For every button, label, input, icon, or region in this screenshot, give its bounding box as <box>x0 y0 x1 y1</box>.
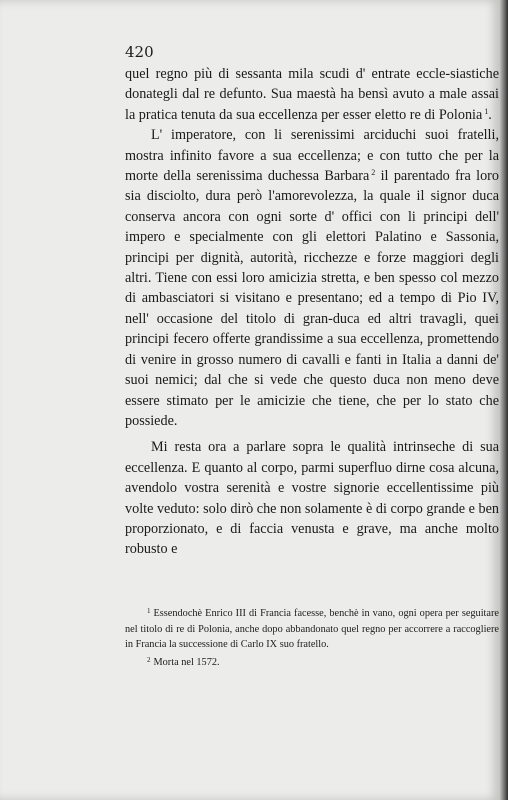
paragraph-2-text-a: L' imperatore, con li serenissimi arciduchi suoi fratelli, mostra infinito favore a sua eccellenza; e con tutto che per la morte della serenissima duchessa Barbara <box>125 127 499 185</box>
footnote-2 <box>125 653 499 671</box>
footnote-1-number: 1 <box>147 607 151 615</box>
footnote-1-text: Essendochè Enrico III di Francia facesse, benchè in vano, ogni opera per seguitare nel titolo di re di Polonia, anche dopo abbandonato quel regno per accorrere a raccogliere in Francia la successione di Carlo IX suo fratello. <box>125 608 499 650</box>
paragraph-2 <box>125 125 499 431</box>
paragraph-2-text-b: il parentado fra loro sia disciolto, dura però l'amorevolezza, la quale il signor duca conserva ancora con ogni sorte d' offici con li principi dell' impero e specialmente con gli elettori Palatino e Sassonia, principi per dignità, autorità, ricchezze e forze maggiori degli altri. Tiene con essi loro amicizia stretta, e ben spesso col mezzo di ambasciatori si visitano e presentano; ed a tempo di Pio IV, nell' occasione del titolo di gran-duca ed altri travagli, quei principi fecero offerte grandissime a sua eccellenza, promettendo di venire in grosso numero di cavalli e fanti in Italia a danni de' suoi nemici; dal che si vede che questo duca non meno deve essere stimato per le amicizie che tiene, che per lo stato che possiede. <box>125 168 500 429</box>
paragraph-3: Mi resta ora a parlare sopra le qualità intrinseche di sua eccellenza. E quanto al corpo, parmi superfluo dirne cosa alcuna, avendolo vostra serenità e vostre signorie eccellentissime più volte veduto: solo dirò che non solamente è di corpo grande e ben proporzionato, e di faccia venusta e grave, ma anche molto robusto e <box>125 439 499 558</box>
footnote-1 <box>125 604 499 653</box>
paragraph-1-text: quel regno più di sessanta mila scudi d' entrate eccle-siastiche donategli dal re defunto. Sua maestà ha bensì avuto a male assai la pratica tenuta da sua eccellenza per esser eletto re di Polonia <box>125 66 499 123</box>
main-text <box>125 64 499 560</box>
footnote-2-text: Morta nel 1572. <box>153 656 220 668</box>
book-edge <box>500 0 508 800</box>
paragraph-1: quel regno più di sessanta mila scudi d' entrate eccle-siastiche donategli dal re defunto. Sua maestà ha bensì avuto a male assai la pratica tenuta da sua eccellenza per esser eletto re di Polonia $^1$. <box>125 66 499 123</box>
footnote-ref-2: 2 <box>371 168 376 178</box>
footnote-2-number: 2 <box>147 655 151 664</box>
page-number: 420 <box>125 43 154 61</box>
footnotes <box>125 604 499 670</box>
footnote-ref-1: 1 <box>484 106 489 116</box>
